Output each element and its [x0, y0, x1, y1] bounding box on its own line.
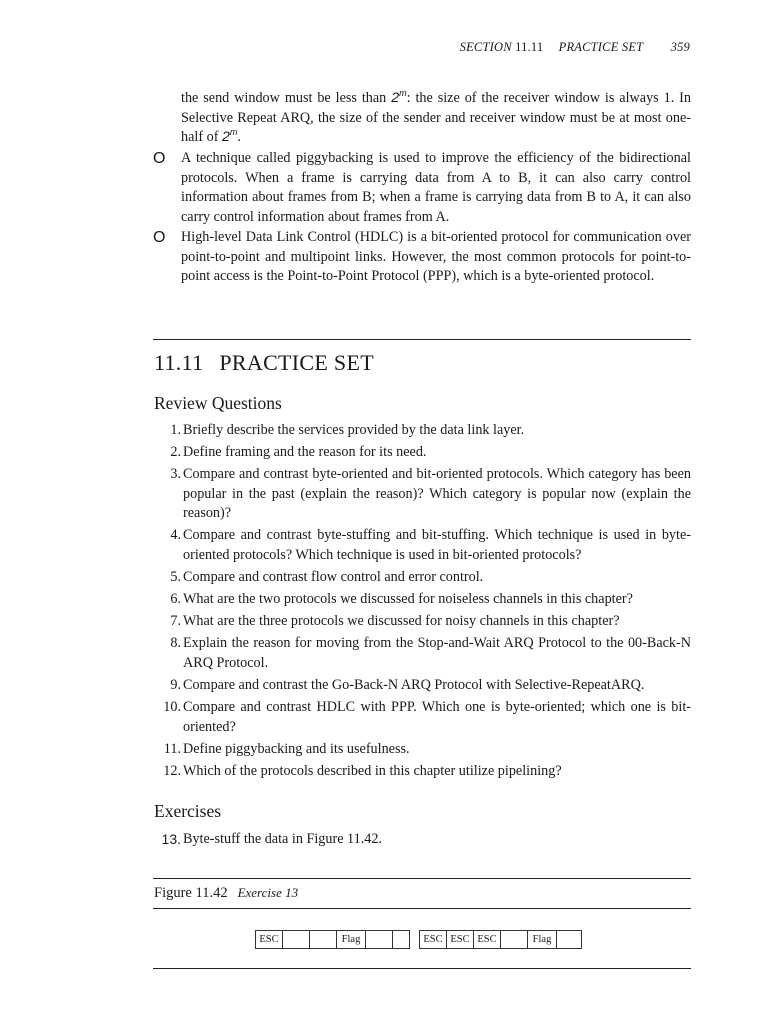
power-two-m-half: 2$^m$	[221, 127, 238, 146]
exercises-heading: Exercises	[154, 801, 222, 821]
figure-bottom-rule	[153, 968, 691, 969]
question-number: 12.	[163, 763, 181, 779]
review-question	[154, 762, 691, 782]
question-text: What are the three protocols we discussed for noisy channels in this chapter?	[183, 613, 620, 630]
frame-cell-data	[282, 930, 310, 949]
running-head-title: PRACTICE SET	[558, 40, 644, 54]
frame-cell-esc: ESC	[446, 930, 474, 949]
section-number: 11.11	[154, 350, 204, 375]
frame-cell-esc: ESC	[419, 930, 447, 949]
frame-cell-esc: ESC	[473, 930, 501, 949]
question-text: Which of the protocols described in this chapter utilize pipelining?	[183, 763, 562, 779]
frame-cell-data	[309, 930, 337, 949]
intro-text-c: .	[237, 129, 241, 146]
review-question	[154, 676, 691, 696]
question-number: 5.	[170, 569, 181, 586]
section-title: PRACTICE SET	[219, 350, 374, 375]
review-question	[154, 698, 691, 737]
item-text: Byte-stuff the data in Figure 11.42.	[183, 831, 382, 847]
review-question	[154, 634, 691, 673]
question-text: Compare and contrast byte-oriented and bit-oriented protocols. Which category has been popular in the past (explain the reason)? Which category is popular now (explain the reason)?	[183, 466, 691, 522]
running-head	[460, 40, 690, 55]
running-head-section: SECTION	[459, 40, 512, 54]
frame-cell-data	[392, 930, 410, 949]
bullet-piggybacking: A technique called piggybacking is used to improve the efficiency of the bidirectional protocols. When a frame is carrying data from A to B, it can also carry control information about frames from B; when a frame is carrying data from B to A, it can also carry control information about frames from A.	[181, 150, 691, 225]
question-number: 3.	[170, 466, 181, 483]
figure-label: Figure 11.42	[154, 885, 228, 901]
question-number: 10.	[163, 699, 181, 716]
frame-cell-data	[556, 930, 582, 949]
question-text: What are the two protocols we discussed for noiseless channels in this chapter?	[183, 591, 633, 608]
review-question	[154, 526, 691, 565]
list-item	[154, 830, 691, 850]
exercises-list	[154, 830, 691, 852]
question-text: Briefly describe the services provided by the data link layer.	[183, 422, 525, 438]
question-number: 4.	[170, 527, 181, 544]
question-number: 8.	[170, 635, 181, 652]
intro-paragraph	[181, 89, 691, 148]
item-number: 13.	[161, 831, 181, 847]
question-text: Compare and contrast the Go-Back-N ARQ Protocol with Selective-RepeatARQ.	[183, 677, 645, 694]
review-question	[154, 590, 691, 610]
review-question	[154, 612, 691, 632]
frame-cell-data	[500, 930, 528, 949]
intro-text-a: the send window must be less than	[181, 90, 392, 106]
running-head-section-number: 11.11	[515, 40, 544, 54]
bullet-hdlc: High-level Data Link Control (HDLC) is a bit-oriented protocol for communication over point-to-point and multipoint links. However, the most common protocols for point-to-point access is the Point-to-Point Protocol (PPP), which is a byte-oriented protocol.	[181, 229, 691, 285]
frame-cell-esc: ESC	[255, 930, 283, 949]
review-questions-heading: Review Questions	[154, 393, 282, 413]
bullet-marker: O	[153, 229, 166, 246]
power-two-m: 2$^m$	[391, 88, 407, 106]
question-text: Define framing and the reason for its need.	[183, 444, 427, 461]
figure-caption	[154, 885, 298, 902]
review-questions-list	[154, 421, 691, 784]
review-question	[154, 465, 691, 524]
question-text: Compare and contrast HDLC with PPP. Which one is byte-oriented; which one is bit-oriented?	[183, 699, 691, 735]
review-question	[154, 421, 691, 441]
figure-top-rule	[153, 878, 691, 879]
question-number: 1.	[170, 422, 181, 438]
review-question	[154, 740, 691, 760]
question-number: 6.	[170, 591, 181, 608]
section-heading	[154, 350, 374, 376]
question-text: Explain the reason for moving from the Stop-and-Wait ARQ Protocol to the 00-Back-N ARQ Protocol.	[183, 635, 691, 672]
frame-data-figure	[256, 930, 582, 949]
question-number: 7.	[170, 613, 181, 630]
figure-caption-rule	[153, 908, 691, 909]
review-question	[154, 568, 691, 588]
question-text: Compare and contrast byte-stuffing and bit-stuffing. Which technique is used in byte-oriented protocols? Which technique is used in bit-oriented protocols?	[183, 527, 691, 564]
intro-text-b: : the size of the receiver window is always 1. In Selective Repeat ARQ, the size of the sender and receiver window must be at most one-half of	[181, 90, 691, 146]
question-number: 2.	[170, 444, 181, 461]
frame-cell-data	[365, 930, 393, 949]
review-question	[154, 443, 691, 463]
bullet-marker: O	[153, 150, 166, 167]
question-text: Define piggybacking and its usefulness.	[183, 740, 410, 757]
frame-cell-flag: Flag	[527, 930, 557, 949]
question-text: Compare and contrast flow control and error control.	[183, 569, 484, 586]
question-number: 9.	[170, 677, 181, 694]
frame-cell-flag: Flag	[336, 930, 366, 949]
page-number: 359	[670, 40, 690, 54]
figure-caption-text: Exercise 13	[237, 885, 299, 900]
section-rule	[153, 339, 691, 340]
question-number: 11.	[163, 740, 181, 757]
